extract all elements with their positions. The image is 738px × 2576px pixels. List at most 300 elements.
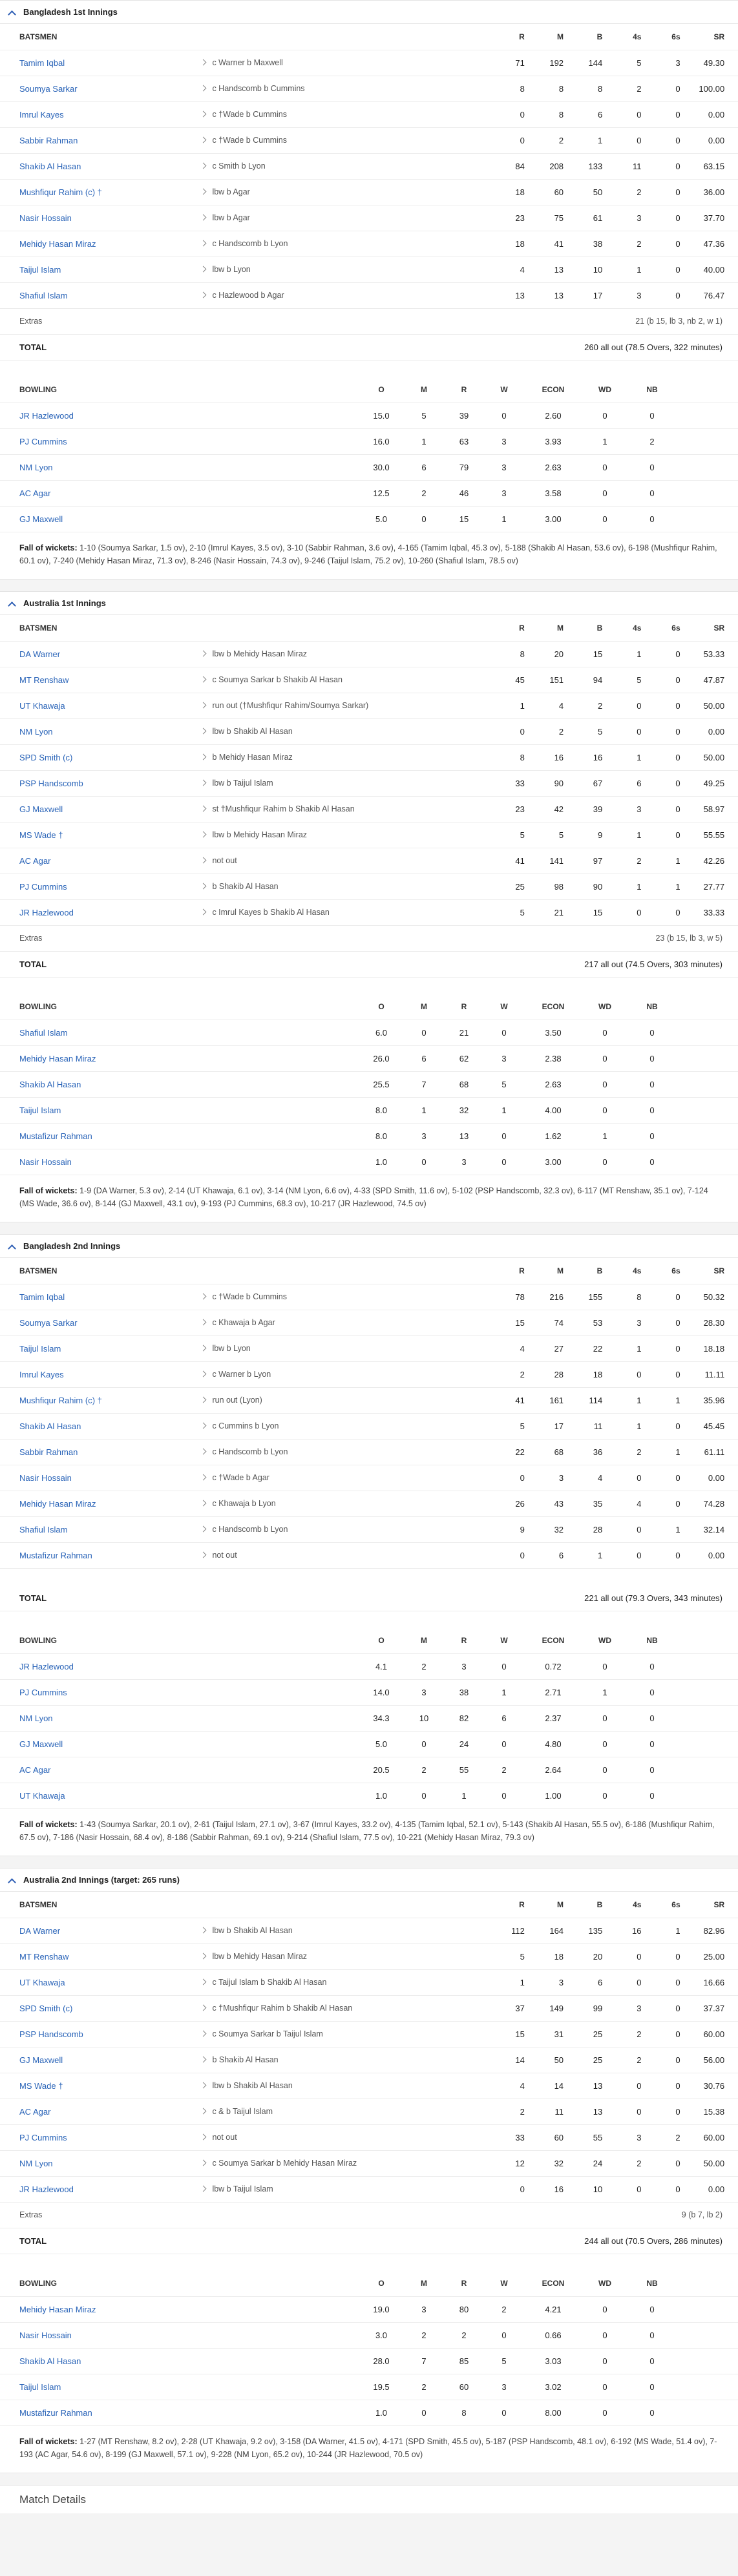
- batsman-link[interactable]: JR Hazlewood: [19, 2184, 74, 2194]
- batting-row: [0, 641, 738, 667]
- bowl-r-cell: 60: [444, 2374, 484, 2400]
- bowler-link[interactable]: Mustafizur Rahman: [19, 1131, 92, 1141]
- chevron-down-icon[interactable]: [201, 240, 206, 247]
- bat-b-cell: 18: [564, 1361, 602, 1387]
- bowl-w-cell: 3: [484, 1046, 524, 1072]
- batsman-link[interactable]: Mustafizur Rahman: [19, 1550, 92, 1560]
- batsman-link[interactable]: Shafiul Islam: [19, 290, 68, 300]
- bowler-link[interactable]: JR Hazlewood: [19, 411, 74, 421]
- dismissal-cell[interactable]: [201, 153, 495, 179]
- bowler-link[interactable]: Taijul Islam: [19, 2382, 61, 2392]
- dismissal-cell[interactable]: [201, 667, 495, 693]
- dismissal-cell[interactable]: [201, 2176, 495, 2202]
- bowl-m-cell: 7: [404, 2349, 444, 2374]
- batsman-link[interactable]: Taijul Islam: [19, 264, 61, 275]
- bowl-nb-cell: 0: [627, 1706, 677, 1732]
- chevron-up-icon[interactable]: [8, 10, 16, 18]
- dismissal-cell[interactable]: [201, 1387, 495, 1413]
- dismissal-cell[interactable]: [201, 899, 495, 925]
- bat-m-cell: 164: [525, 1918, 564, 1943]
- bowler-link[interactable]: GJ Maxwell: [19, 1739, 63, 1749]
- chevron-down-icon[interactable]: [201, 909, 206, 916]
- bowl-econ-cell: 3.58: [524, 481, 582, 507]
- dismissal-cell[interactable]: [201, 76, 495, 101]
- bat-fours-cell: 2: [602, 179, 641, 205]
- batsman-link[interactable]: Soumya Sarkar: [19, 83, 78, 94]
- bowler-link[interactable]: Nasir Hossain: [19, 2330, 72, 2340]
- bowl-w-cell: 1: [484, 507, 524, 532]
- bat-m-cell: 11: [525, 2099, 564, 2124]
- bowling-row: [0, 1654, 738, 1680]
- bowl-wd-cell: 0: [582, 1732, 627, 1757]
- bowler-link[interactable]: Shakib Al Hasan: [19, 1080, 81, 1089]
- bat-fours-cell: 3: [602, 1995, 641, 2021]
- chevron-down-icon[interactable]: [201, 1979, 206, 1985]
- dismissal-cell[interactable]: [201, 1439, 495, 1465]
- bowl-econ-cell: 2.38: [524, 1046, 582, 1072]
- bowler-link[interactable]: Shafiul Islam: [19, 1028, 68, 1038]
- dismissal-cell[interactable]: [201, 1516, 495, 1542]
- bat-b-cell: 6: [564, 101, 602, 127]
- batsman-link[interactable]: Tamim Iqbal: [19, 58, 65, 68]
- chevron-down-icon[interactable]: [201, 163, 206, 169]
- bat-sr-cell: 33.33: [680, 899, 725, 925]
- bat-sixes-cell: 0: [641, 2099, 680, 2124]
- dismissal-cell[interactable]: [201, 1491, 495, 1516]
- batsman-name-cell: [0, 2021, 201, 2047]
- bowler-link[interactable]: JR Hazlewood: [19, 1662, 74, 1671]
- innings-header[interactable]: [0, 1869, 738, 1892]
- dismissal-cell[interactable]: [201, 257, 495, 282]
- bat-sr-cell: 28.30: [680, 1310, 725, 1335]
- bowl-o-cell: 1.0: [359, 1783, 404, 1809]
- chevron-down-icon[interactable]: [201, 215, 206, 221]
- bat-m-cell: 5: [525, 822, 564, 848]
- chevron-down-icon[interactable]: [201, 676, 206, 683]
- bat-r-cell: 0: [495, 1542, 525, 1568]
- bat-fours-cell: 0: [602, 1542, 641, 1568]
- dismissal-text: lbw b Mehidy Hasan Miraz: [212, 830, 308, 839]
- dismissal-cell[interactable]: [201, 2099, 495, 2124]
- bat-col-header: B: [564, 1892, 602, 1918]
- batsman-link[interactable]: Imrul Kayes: [19, 109, 64, 120]
- chevron-down-icon[interactable]: [201, 2057, 206, 2063]
- batsman-link[interactable]: AC Agar: [19, 2106, 51, 2117]
- bowler-link[interactable]: NM Lyon: [19, 463, 53, 472]
- bowl-col-header: M: [404, 2271, 444, 2297]
- bowl-econ-cell: 3.02: [524, 2374, 582, 2400]
- chevron-down-icon[interactable]: [201, 1474, 206, 1481]
- bowl-econ-cell: 4.80: [524, 1732, 582, 1757]
- bat-b-cell: 13: [564, 2099, 602, 2124]
- chevron-down-icon[interactable]: [201, 2108, 206, 2115]
- bat-sixes-cell: 1: [641, 874, 680, 899]
- batsman-link[interactable]: Tamim Iqbal: [19, 1292, 65, 1302]
- bowler-link[interactable]: UT Khawaja: [19, 1791, 65, 1801]
- bowl-nb-cell: 0: [627, 1654, 677, 1680]
- chevron-down-icon[interactable]: [201, 189, 206, 195]
- dismissal-cell[interactable]: [201, 282, 495, 308]
- dismissal-cell[interactable]: [201, 1542, 495, 1568]
- batsman-link[interactable]: PJ Cummins: [19, 2132, 67, 2142]
- bat-r-cell: 4: [495, 257, 525, 282]
- dismissal-cell[interactable]: [201, 641, 495, 667]
- dismissal-cell[interactable]: [201, 848, 495, 874]
- chevron-down-icon[interactable]: [201, 1397, 206, 1403]
- bat-b-cell: 20: [564, 1943, 602, 1969]
- chevron-down-icon[interactable]: [201, 651, 206, 657]
- batsman-link[interactable]: Mushfiqur Rahim (c) †: [19, 187, 102, 197]
- dismissal-text: c Soumya Sarkar b Shakib Al Hasan: [212, 675, 343, 684]
- bat-sr-cell: 100.00: [680, 76, 725, 101]
- dismissal-cell[interactable]: [201, 2021, 495, 2047]
- fall-of-wickets: [0, 1175, 738, 1222]
- batsmen-header: BATSMEN: [0, 1258, 201, 1284]
- bat-b-cell: 2: [564, 693, 602, 718]
- innings-header[interactable]: [0, 592, 738, 615]
- bat-sr-cell: 49.25: [680, 770, 725, 796]
- dismissal-cell[interactable]: [201, 718, 495, 744]
- chevron-down-icon[interactable]: [201, 2005, 206, 2011]
- batsman-link[interactable]: GJ Maxwell: [19, 2055, 63, 2065]
- chevron-down-icon[interactable]: [201, 754, 206, 760]
- bat-sixes-cell: 1: [641, 1918, 680, 1943]
- dismissal-cell[interactable]: [201, 1943, 495, 1969]
- batsman-link[interactable]: UT Khawaja: [19, 1977, 65, 1987]
- bat-m-cell: 216: [525, 1284, 564, 1310]
- bat-m-cell: 60: [525, 2124, 564, 2150]
- bat-fours-cell: 2: [602, 2150, 641, 2176]
- bat-sr-cell: 50.32: [680, 1284, 725, 1310]
- batting-row: [0, 231, 738, 257]
- bowler-link[interactable]: Nasir Hossain: [19, 1157, 72, 1167]
- batsman-name-cell: [0, 2047, 201, 2073]
- bowl-w-cell: 0: [484, 1020, 524, 1046]
- batsman-link[interactable]: Nasir Hossain: [19, 1472, 72, 1483]
- batsman-name-cell: [0, 667, 201, 693]
- batsman-link[interactable]: Shafiul Islam: [19, 1524, 68, 1534]
- bat-m-cell: 192: [525, 50, 564, 76]
- batsman-link[interactable]: NM Lyon: [19, 2158, 53, 2168]
- bowling-row: [0, 2400, 738, 2426]
- bat-b-cell: 53: [564, 1310, 602, 1335]
- chevron-up-icon[interactable]: [8, 1244, 16, 1252]
- dismissal-cell[interactable]: [201, 1361, 495, 1387]
- chevron-down-icon[interactable]: [201, 1319, 206, 1326]
- chevron-up-icon[interactable]: [8, 1878, 16, 1886]
- bowl-nb-cell: 0: [627, 1149, 677, 1175]
- dismissal-cell[interactable]: [201, 2047, 495, 2073]
- batsman-link[interactable]: PSP Handscomb: [19, 778, 83, 788]
- bat-b-cell: 133: [564, 153, 602, 179]
- dismissal-cell[interactable]: [201, 1284, 495, 1310]
- bat-r-cell: 5: [495, 1413, 525, 1439]
- chevron-down-icon[interactable]: [201, 2082, 206, 2089]
- bat-sixes-cell: 0: [641, 744, 680, 770]
- dismissal-cell[interactable]: [201, 2124, 495, 2150]
- bowling-row: [0, 1098, 738, 1124]
- dismissal-cell[interactable]: [201, 101, 495, 127]
- batsman-link[interactable]: MS Wade †: [19, 830, 63, 840]
- batsman-link[interactable]: MT Renshaw: [19, 675, 69, 685]
- batsman-link[interactable]: PJ Cummins: [19, 881, 67, 892]
- chevron-down-icon[interactable]: [201, 832, 206, 838]
- bowler-link[interactable]: Mehidy Hasan Miraz: [19, 1054, 96, 1063]
- chevron-down-icon[interactable]: [201, 1953, 206, 1960]
- batsman-name-cell: [0, 744, 201, 770]
- bowler-name-cell: [0, 507, 359, 532]
- bowler-link[interactable]: Shakib Al Hasan: [19, 2356, 81, 2366]
- bowler-link[interactable]: AC Agar: [19, 488, 51, 498]
- dismissal-text: c Khawaja b Lyon: [212, 1499, 276, 1508]
- batsman-link[interactable]: NM Lyon: [19, 726, 53, 737]
- batsman-link[interactable]: Mushfiqur Rahim (c) †: [19, 1395, 102, 1405]
- batsman-link[interactable]: Taijul Islam: [19, 1343, 61, 1354]
- batsman-link[interactable]: Mehidy Hasan Miraz: [19, 1498, 96, 1509]
- bowl-nb-cell: 0: [627, 403, 677, 429]
- innings-header[interactable]: [0, 1, 738, 24]
- dismissal-cell[interactable]: [201, 796, 495, 822]
- dismissal-cell[interactable]: [201, 693, 495, 718]
- bowl-r-cell: 2: [444, 2323, 484, 2349]
- chevron-down-icon[interactable]: [201, 702, 206, 709]
- bowler-link[interactable]: PJ Cummins: [19, 437, 67, 446]
- bat-col-header: M: [525, 1258, 564, 1284]
- bat-m-cell: 60: [525, 179, 564, 205]
- bat-fours-cell: 3: [602, 2124, 641, 2150]
- batsman-link[interactable]: Imrul Kayes: [19, 1369, 64, 1379]
- batsman-link[interactable]: SPD Smith (c): [19, 2003, 73, 2013]
- bowl-m-cell: 0: [404, 1020, 444, 1046]
- batting-row: [0, 1413, 738, 1439]
- separator: [0, 1611, 738, 1628]
- bowl-o-cell: 19.5: [359, 2374, 404, 2400]
- bat-fours-cell: 2: [602, 2021, 641, 2047]
- bat-b-cell: 114: [564, 1387, 602, 1413]
- dismissal-cell[interactable]: [201, 179, 495, 205]
- batsman-link[interactable]: Nasir Hossain: [19, 213, 72, 223]
- chevron-down-icon[interactable]: [201, 1552, 206, 1558]
- bowler-link[interactable]: PJ Cummins: [19, 1688, 67, 1697]
- chevron-down-icon[interactable]: [201, 137, 206, 143]
- batsman-link[interactable]: DA Warner: [19, 1925, 61, 1936]
- dismissal-cell[interactable]: [201, 874, 495, 899]
- bat-m-cell: 74: [525, 1310, 564, 1335]
- bowl-m-cell: 0: [404, 2400, 444, 2426]
- bowl-nb-cell: 0: [627, 2400, 677, 2426]
- bat-fours-cell: 0: [602, 1969, 641, 1995]
- dismissal-cell[interactable]: [201, 1335, 495, 1361]
- dismissal-cell[interactable]: [201, 127, 495, 153]
- chevron-down-icon[interactable]: [201, 292, 206, 298]
- bowl-o-cell: 6.0: [359, 1020, 404, 1046]
- batsman-name-cell: [0, 1969, 201, 1995]
- bat-b-cell: 28: [564, 1516, 602, 1542]
- batsman-link[interactable]: Shakib Al Hasan: [19, 1421, 81, 1431]
- batting-row: [0, 744, 738, 770]
- dismissal-cell[interactable]: [201, 1413, 495, 1439]
- dismissal-text: c Handscomb b Lyon: [212, 239, 288, 248]
- chevron-down-icon[interactable]: [201, 857, 206, 864]
- batsman-name-cell: [0, 2124, 201, 2150]
- chevron-down-icon[interactable]: [201, 1345, 206, 1352]
- dismissal-cell[interactable]: [201, 1995, 495, 2021]
- batsman-link[interactable]: Sabbir Rahman: [19, 135, 78, 145]
- bowling-row: [0, 1757, 738, 1783]
- bowl-m-cell: 2: [404, 481, 444, 507]
- bat-fours-cell: 3: [602, 1310, 641, 1335]
- bat-b-cell: 38: [564, 231, 602, 257]
- batsman-link[interactable]: MT Renshaw: [19, 1951, 69, 1962]
- chevron-down-icon[interactable]: [201, 1500, 206, 1507]
- chevron-down-icon[interactable]: [201, 1449, 206, 1455]
- bat-b-cell: 25: [564, 2047, 602, 2073]
- batsman-link[interactable]: AC Agar: [19, 855, 51, 866]
- bat-r-cell: 4: [495, 2073, 525, 2099]
- dismissal-cell[interactable]: [201, 205, 495, 231]
- chevron-down-icon[interactable]: [201, 2186, 206, 2192]
- bowl-w-cell: 1: [484, 1098, 524, 1124]
- bat-b-cell: 24: [564, 2150, 602, 2176]
- chevron-down-icon[interactable]: [201, 2031, 206, 2037]
- batsman-name-cell: [0, 1413, 201, 1439]
- chevron-down-icon[interactable]: [201, 1423, 206, 1429]
- dismissal-cell[interactable]: [201, 50, 495, 76]
- bat-sr-cell: 50.00: [680, 693, 725, 718]
- extras-row: [0, 2203, 738, 2228]
- bowl-col-header: ECON: [524, 994, 582, 1020]
- batsman-link[interactable]: DA Warner: [19, 649, 61, 659]
- innings-header[interactable]: [0, 1235, 738, 1258]
- chevron-down-icon[interactable]: [201, 780, 206, 786]
- batsman-link[interactable]: UT Khawaja: [19, 700, 65, 711]
- chevron-down-icon[interactable]: [201, 2160, 206, 2166]
- chevron-down-icon[interactable]: [201, 1371, 206, 1377]
- bowl-econ-cell: 0.72: [524, 1654, 582, 1680]
- bowler-name-cell: [0, 2374, 359, 2400]
- bat-b-cell: 144: [564, 50, 602, 76]
- innings-title: Australia 2nd Innings (target: 265 runs): [23, 1875, 180, 1885]
- bat-m-cell: 8: [525, 76, 564, 101]
- dismissal-cell[interactable]: [201, 770, 495, 796]
- chevron-down-icon[interactable]: [201, 1927, 206, 1934]
- dismissal-cell[interactable]: [201, 1310, 495, 1335]
- chevron-down-icon[interactable]: [201, 1526, 206, 1533]
- dismissal-cell[interactable]: [201, 2073, 495, 2099]
- dismissal-text: lbw b Shakib Al Hasan: [212, 727, 293, 736]
- batsman-link[interactable]: JR Hazlewood: [19, 907, 74, 917]
- chevron-down-icon[interactable]: [201, 111, 206, 118]
- batsman-name-cell: [0, 718, 201, 744]
- bat-sixes-cell: 0: [641, 2176, 680, 2202]
- dismissal-cell[interactable]: [201, 1969, 495, 1995]
- bat-fours-cell: 1: [602, 1413, 641, 1439]
- batting-row: [0, 2176, 738, 2202]
- dismissal-cell[interactable]: [201, 1465, 495, 1491]
- bat-r-cell: 33: [495, 2124, 525, 2150]
- bat-m-cell: 31: [525, 2021, 564, 2047]
- batsmen-header: BATSMEN: [0, 24, 201, 50]
- bat-fours-cell: 0: [602, 127, 641, 153]
- dismissal-cell[interactable]: [201, 2150, 495, 2176]
- batting-row: [0, 257, 738, 282]
- chevron-down-icon[interactable]: [201, 59, 206, 66]
- bowling-row: [0, 2323, 738, 2349]
- chevron-down-icon[interactable]: [201, 883, 206, 890]
- chevron-down-icon[interactable]: [201, 266, 206, 273]
- chevron-down-icon[interactable]: [201, 85, 206, 92]
- bowler-link[interactable]: Mustafizur Rahman: [19, 2408, 92, 2418]
- chevron-down-icon[interactable]: [201, 2134, 206, 2141]
- dismissal-cell[interactable]: [201, 1918, 495, 1943]
- bat-col-header: R: [495, 615, 525, 641]
- chevron-down-icon[interactable]: [201, 728, 206, 735]
- batsman-link[interactable]: PSP Handscomb: [19, 2029, 83, 2039]
- bat-col-header: 4s: [602, 1892, 641, 1918]
- bat-r-cell: 15: [495, 2021, 525, 2047]
- chevron-down-icon[interactable]: [201, 806, 206, 812]
- bowl-wd-cell: 0: [582, 2374, 627, 2400]
- batting-row: [0, 1969, 738, 1995]
- bowl-w-cell: 0: [484, 1732, 524, 1757]
- batsman-link[interactable]: Mehidy Hasan Miraz: [19, 238, 96, 249]
- bowling-row: [0, 1732, 738, 1757]
- bat-r-cell: 2: [495, 1361, 525, 1387]
- bat-r-cell: 2: [495, 2099, 525, 2124]
- batsman-link[interactable]: Sabbir Rahman: [19, 1447, 78, 1457]
- chevron-down-icon[interactable]: [201, 1293, 206, 1300]
- bowling-row: [0, 1020, 738, 1046]
- bat-sr-cell: 56.00: [680, 2047, 725, 2073]
- batsman-link[interactable]: Shakib Al Hasan: [19, 161, 81, 171]
- dismissal-cell[interactable]: [201, 744, 495, 770]
- bat-fours-cell: 0: [602, 1516, 641, 1542]
- innings-card: [0, 1234, 738, 1856]
- dismissal-cell[interactable]: [201, 822, 495, 848]
- bowler-link[interactable]: GJ Maxwell: [19, 514, 63, 524]
- bowl-wd-cell: 0: [582, 1654, 627, 1680]
- batsman-link[interactable]: SPD Smith (c): [19, 752, 73, 762]
- batsman-name-cell: [0, 1335, 201, 1361]
- total-value: 217 all out (74.5 Overs, 303 minutes): [584, 959, 722, 969]
- bowler-link[interactable]: NM Lyon: [19, 1713, 53, 1723]
- bat-sixes-cell: 1: [641, 1439, 680, 1465]
- bowl-w-cell: 0: [484, 1783, 524, 1809]
- dismissal-text: b Mehidy Hasan Miraz: [212, 753, 293, 762]
- batting-row: [0, 899, 738, 925]
- bowler-link[interactable]: Taijul Islam: [19, 1105, 61, 1115]
- batting-row: [0, 874, 738, 899]
- dismissal-text: c Warner b Maxwell: [212, 58, 283, 67]
- batsman-link[interactable]: MS Wade †: [19, 2080, 63, 2091]
- bat-fours-cell: 0: [602, 1361, 641, 1387]
- batsman-link[interactable]: Soumya Sarkar: [19, 1317, 78, 1328]
- bat-col-header: R: [495, 24, 525, 50]
- match-details-header[interactable]: [0, 2485, 738, 2513]
- batsman-name-cell: [0, 1284, 201, 1310]
- batsman-name-cell: [0, 770, 201, 796]
- bowl-wd-cell: 0: [582, 1757, 627, 1783]
- chevron-up-icon[interactable]: [8, 602, 16, 609]
- bowl-econ-cell: 2.63: [524, 455, 582, 481]
- bowler-link[interactable]: AC Agar: [19, 1765, 51, 1775]
- bat-sr-cell: 58.97: [680, 796, 725, 822]
- dismissal-cell[interactable]: [201, 231, 495, 257]
- batsman-link[interactable]: GJ Maxwell: [19, 804, 63, 814]
- bowling-row: [0, 2349, 738, 2374]
- bowl-col-header: WD: [582, 2271, 627, 2297]
- bowler-link[interactable]: Mehidy Hasan Miraz: [19, 2305, 96, 2314]
